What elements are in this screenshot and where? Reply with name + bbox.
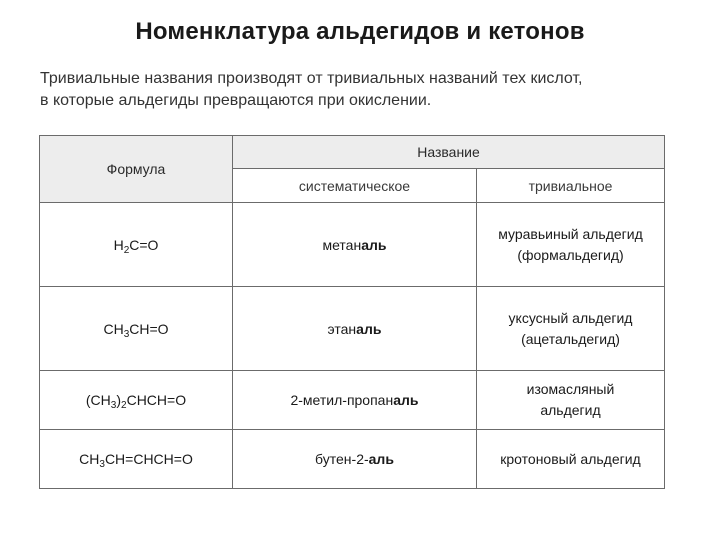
intro-line-2: в которые альдегиды превращаются при окислении. — [40, 92, 432, 109]
intro-text — [40, 68, 680, 112]
formula-cell: $(CH_3)_2CHCH=O$ — [40, 371, 233, 430]
table-row — [40, 287, 665, 371]
page-title: Номенклатура альдегидов и кетонов — [135, 18, 585, 45]
systematic-name-cell: 2-метил-пропаналь — [233, 371, 477, 430]
table-header-row — [40, 136, 665, 169]
nomenclature-table — [39, 135, 665, 489]
table-row — [40, 371, 665, 430]
trivial-name-cell: изомасляный альдегид — [477, 371, 665, 430]
trivial-name-cell: уксусный альдегид (ацетальдегид) — [477, 287, 665, 371]
header-trivial: тривиальное — [477, 169, 665, 203]
intro-line-1: Тривиальные названия производят от тривиальных названий тех кислот, — [40, 70, 583, 87]
header-systematic: систематическое — [233, 169, 477, 203]
trivial-name-cell: кротоновый альдегид — [477, 430, 665, 489]
trivial-name-cell: муравьиный альдегид (формальдегид) — [477, 203, 665, 287]
header-name: Название — [233, 136, 665, 169]
formula-cell: $H_2C=O$ — [40, 203, 233, 287]
systematic-name-cell: этаналь — [233, 287, 477, 371]
header-formula: Формула — [40, 136, 233, 203]
formula-cell: $CH_3CH=O$ — [40, 287, 233, 371]
table-row — [40, 430, 665, 489]
systematic-name-cell: метаналь — [233, 203, 477, 287]
table-row — [40, 203, 665, 287]
systematic-name-cell: бутен-2-аль — [233, 430, 477, 489]
formula-cell: $CH_3CH=CHCH=O$ — [40, 430, 233, 489]
